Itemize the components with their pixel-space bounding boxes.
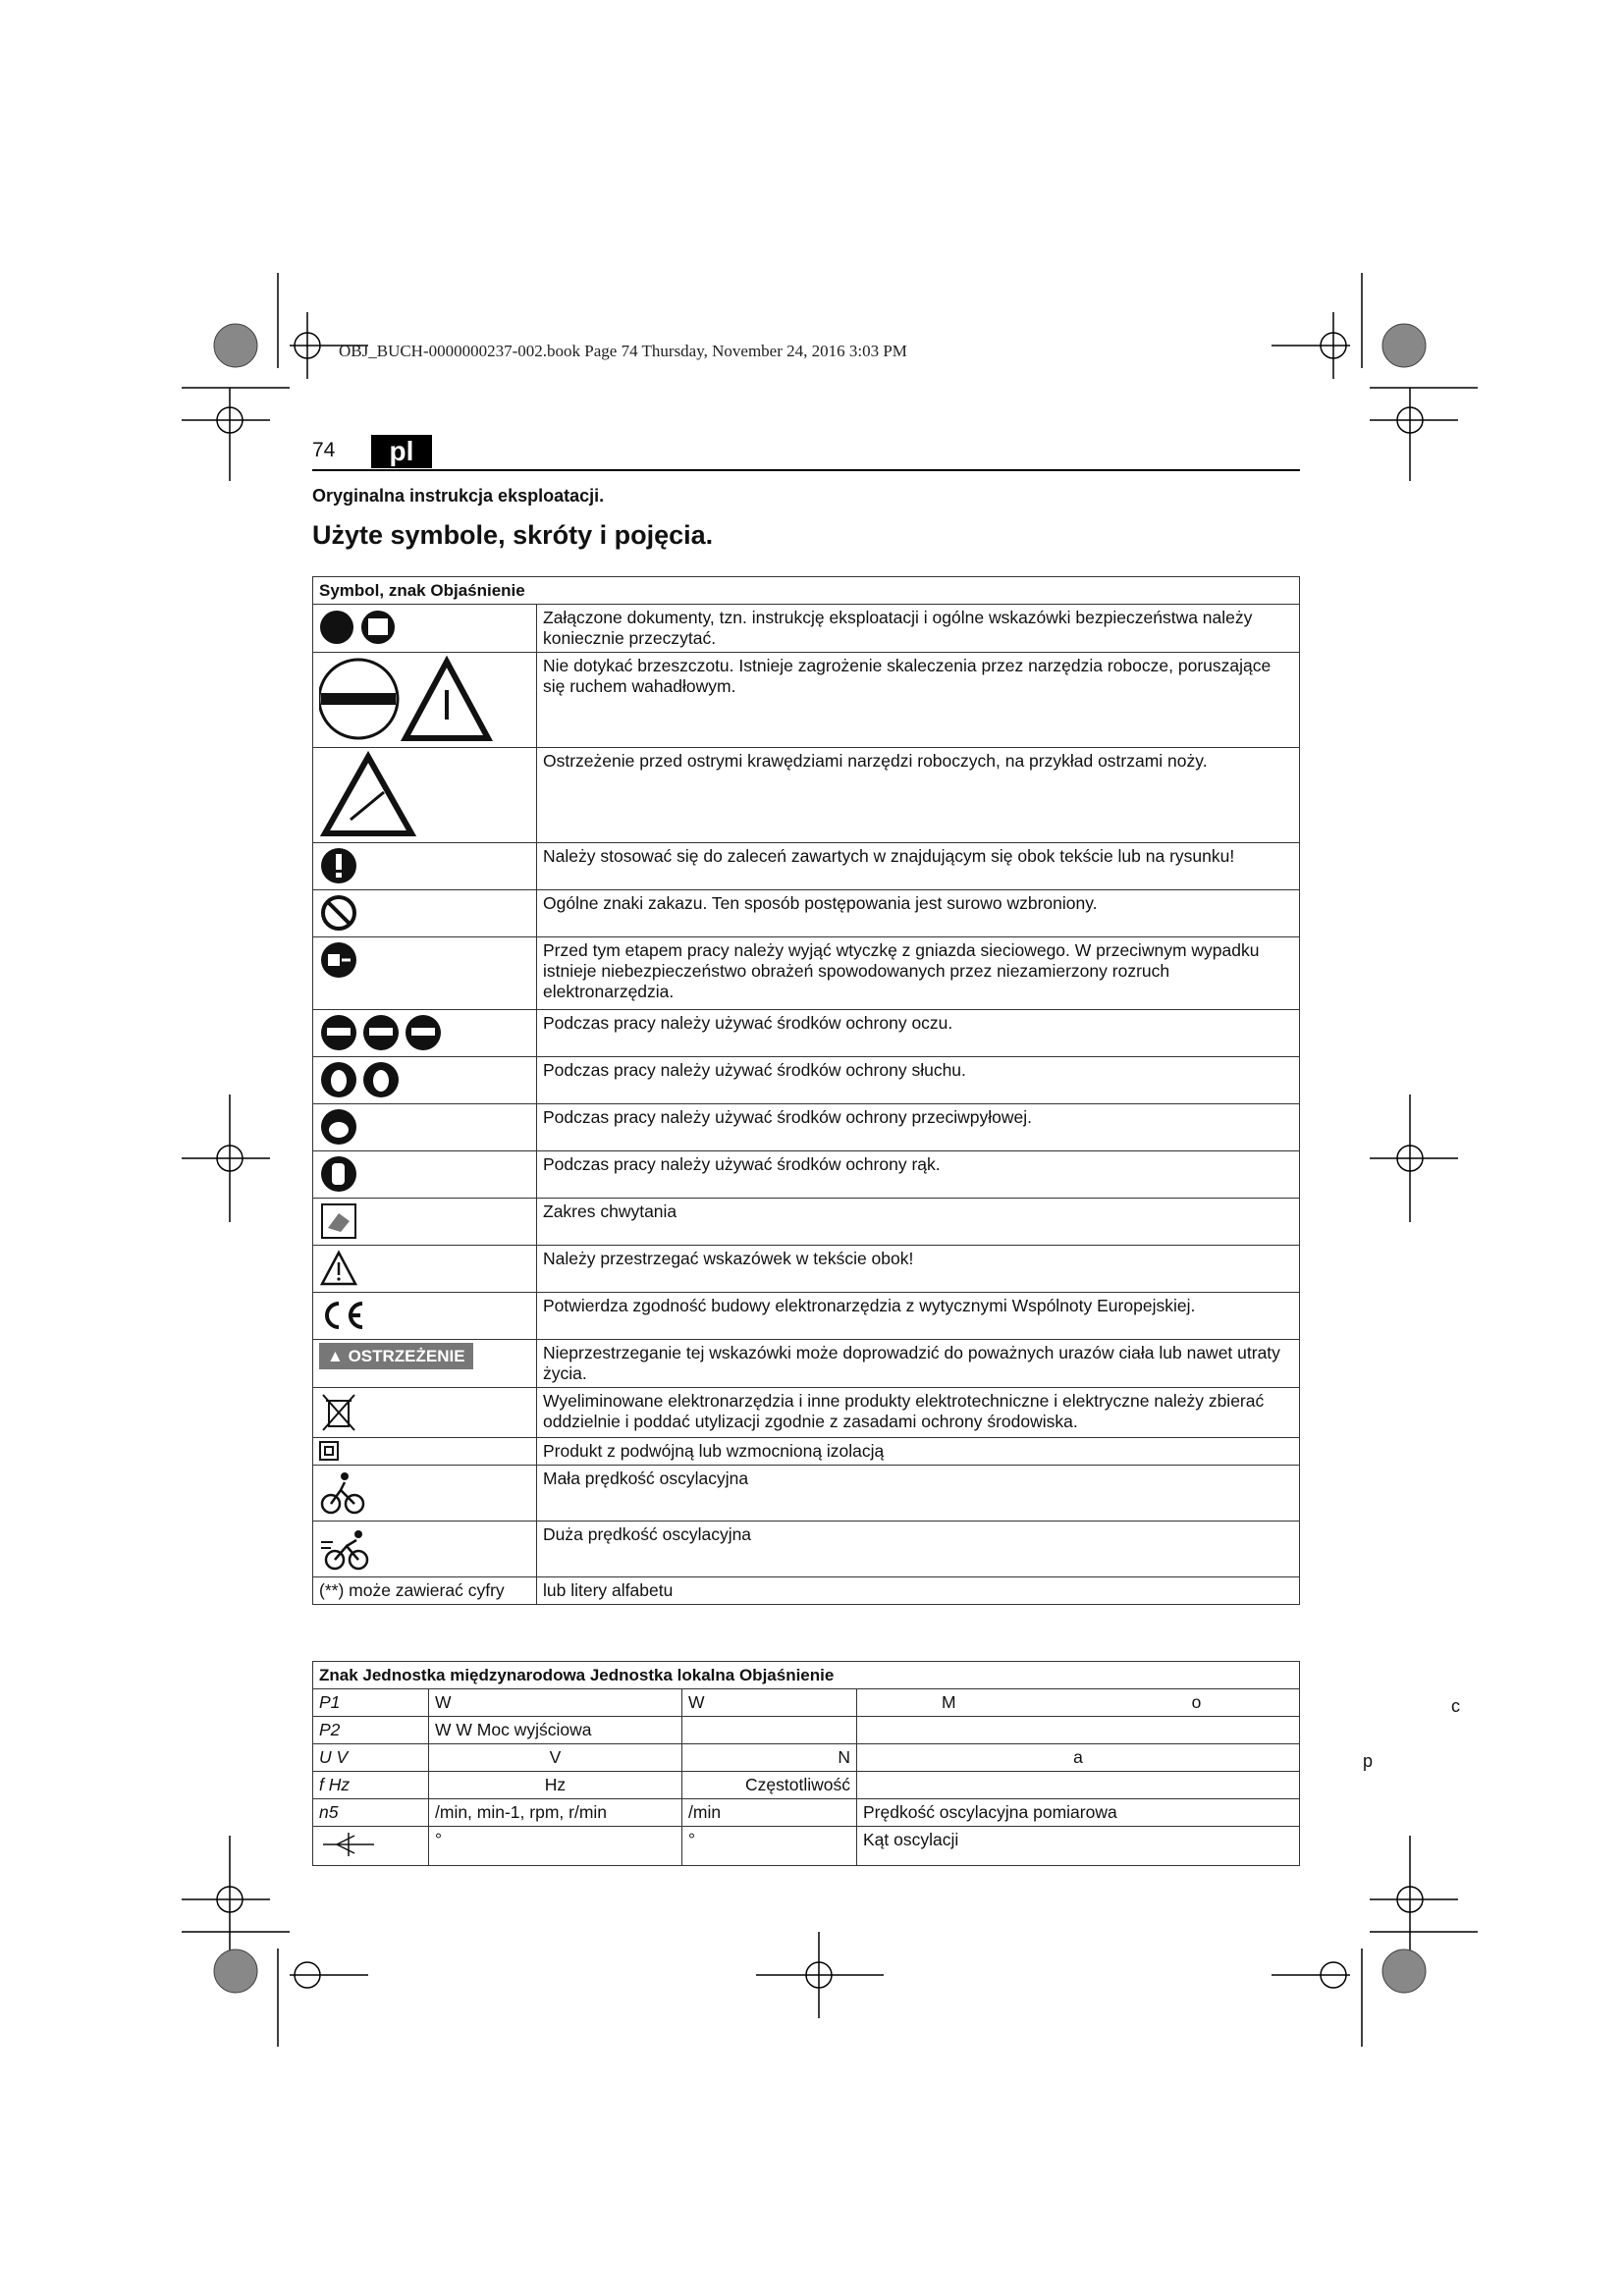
unit-intl: Hz [429, 1772, 682, 1799]
row-text: Nieprzestrzeganie tej wskazówki może doprowadzić do poważnych urazów ciała lub nawet utraty życia. [537, 1340, 1300, 1388]
row-text: Ostrzeżenie przed ostrymi krawędziami narzędzi roboczych, na przykład ostrzami noży. [537, 748, 1300, 843]
warning-triangle-icon: ▲ [327, 1347, 349, 1365]
row-text: Należy stosować się do zaleceń zawartych w znajdującym się obok tekście lub na rysunku! [537, 843, 1300, 890]
table-row [313, 1689, 1300, 1717]
attention-blade-icon [319, 656, 515, 742]
unit-local: Częstotliwość [682, 1772, 857, 1799]
table-row [313, 1772, 1300, 1799]
row-text: Nie dotykać brzeszczotu. Istnieje zagrożenie skaleczenia przez narzędzia robocze, poruszające się ruchem wahadłowym. [537, 653, 1300, 748]
eye-protection-icon [319, 1013, 447, 1052]
table-row [313, 1717, 1300, 1744]
unit-local: W [682, 1689, 857, 1717]
table-row [313, 1522, 1300, 1577]
warning-label [319, 1343, 473, 1369]
table-row [313, 1799, 1300, 1827]
stray-letter-c: c [1451, 1696, 1460, 1716]
row-text: Podczas pracy należy używać środków ochrony słuchu. [537, 1057, 1300, 1104]
table-row [313, 1104, 1300, 1151]
language-tag: pl [371, 435, 432, 468]
row-text: Ogólne znaki zakazu. Ten sposób postępowania jest surowo wzbroniony. [537, 890, 1300, 937]
row-text: Wyeliminowane elektronarzędzia i inne produkty elektrotechniczne i elektryczne należy zbierać oddzielnie i poddać utylizacji zgodnie z zasadami ochrony środowiska. [537, 1388, 1300, 1438]
row-text: Duża prędkość oscylacyjna [537, 1522, 1300, 1577]
unit-intl: V [429, 1744, 682, 1772]
table-row [313, 1744, 1300, 1772]
unit-local: ° [682, 1827, 857, 1866]
stray-letter-p: p [1363, 1751, 1374, 1771]
table-row [313, 1199, 1300, 1246]
row-text: Zakres chwytania [537, 1199, 1300, 1246]
symbols-header: Symbol, znak Objaśnienie [313, 577, 1300, 605]
table-row [313, 1388, 1300, 1438]
oscillation-angle-icon [319, 1830, 378, 1859]
units-header: Znak Jednostka międzynarodowa Jednostka lokalna Objaśnienie [313, 1662, 1300, 1689]
page-title: Użyte symbole, skróty i pojęcia. [312, 520, 714, 550]
slow-bike-icon [319, 1468, 366, 1516]
unit-desc-extra: o [1191, 1692, 1202, 1712]
row-text: Załączone dokumenty, tzn. instrukcję eksploatacji i ogólne wskazówki bezpieczeństwa należy koniecznie przeczytać. [537, 605, 1300, 653]
row-text: Podczas pracy należy używać środków ochrony oczu. [537, 1010, 1300, 1057]
table-row [313, 605, 1300, 653]
print-line: OBJ_BUCH-0000000237-002.book Page 74 Thursday, November 24, 2016 3:03 PM [339, 342, 907, 360]
gloves-icon [319, 1154, 358, 1194]
unit-sign: U V [313, 1744, 429, 1772]
table-row [313, 748, 1300, 843]
unit-local [682, 1717, 857, 1744]
fast-bike-icon [319, 1524, 374, 1572]
unplug-icon [319, 940, 358, 980]
prohibition-icon [319, 893, 358, 933]
unit-local: N [682, 1744, 857, 1772]
row-text: Podczas pracy należy używać środków ochrony rąk. [537, 1151, 1300, 1199]
table-row [313, 653, 1300, 748]
warning-label-text: OSTRZEŻENIE [348, 1347, 465, 1365]
unit-desc: M [942, 1692, 956, 1712]
ce-mark-icon [319, 1296, 368, 1335]
unit-desc [857, 1772, 1300, 1799]
dust-mask-icon [319, 1107, 358, 1147]
symbols-table [312, 576, 1300, 1605]
row-text: Mała prędkość oscylacyjna [537, 1466, 1300, 1522]
page-number: 74 [312, 439, 336, 461]
row-text: Podczas pracy należy używać środków ochrony przeciwpyłowej. [537, 1104, 1300, 1151]
mandatory-action-icon [319, 846, 358, 885]
unit-intl: /min, min-1, rpm, r/min [429, 1799, 682, 1827]
header-rule [312, 469, 1300, 471]
units-header-row [313, 1662, 1300, 1689]
unit-intl: W W Moc wyjściowa [429, 1717, 682, 1744]
row-text: Przed tym etapem pracy należy wyjąć wtyczkę z gniazda sieciowego. W przeciwnym wypadku istnieje niebezpieczeństwo obrażeń spowodowanych przez niezamierzony rozruch elektronarzędzia. [537, 937, 1300, 1010]
double-insulation-icon [319, 1441, 341, 1461]
footer-col1: (**) może zawierać cyfry [313, 1577, 537, 1605]
unit-sign: P2 [313, 1717, 429, 1744]
row-text: Produkt z podwójną lub wzmocnioną izolacją [537, 1438, 1300, 1466]
footer-col2: lub litery alfabetu [537, 1577, 1300, 1605]
table-row [313, 1827, 1300, 1866]
table-row [313, 1293, 1300, 1340]
table-row [313, 937, 1300, 1010]
read-manual-icon [319, 608, 407, 647]
table-row [313, 1466, 1300, 1522]
unit-intl: ° [429, 1827, 682, 1866]
subtitle: Oryginalna instrukcja eksploatacji. [312, 486, 605, 506]
table-row [313, 890, 1300, 937]
table-footer-row [313, 1577, 1300, 1605]
table-row [313, 1246, 1300, 1293]
unit-desc: Kąt oscylacji [857, 1827, 1300, 1866]
unit-desc: a [857, 1744, 1300, 1772]
unit-sign: n5 [313, 1799, 429, 1827]
table-row [313, 1010, 1300, 1057]
table-row [313, 1151, 1300, 1199]
table-row [313, 843, 1300, 890]
ear-protection-icon [319, 1060, 407, 1099]
table-row [313, 1057, 1300, 1104]
row-text: Należy przestrzegać wskazówek w tekście obok! [537, 1246, 1300, 1293]
caution-triangle-icon [319, 1249, 358, 1288]
unit-local: /min [682, 1799, 857, 1827]
units-table [312, 1661, 1300, 1866]
grip-area-icon [319, 1201, 358, 1241]
row-text: Potwierdza zgodność budowy elektronarzędzia z wytycznymi Wspólnoty Europejskiej. [537, 1293, 1300, 1340]
unit-desc: Prędkość oscylacyjna pomiarowa [857, 1799, 1300, 1827]
unit-sign: P1 [313, 1689, 429, 1717]
sharp-edge-warning-icon [319, 751, 417, 837]
unit-desc [857, 1717, 1300, 1744]
table-row [313, 1438, 1300, 1466]
table-header-row [313, 577, 1300, 605]
table-row [313, 1340, 1300, 1388]
weee-bin-icon [319, 1391, 358, 1434]
unit-intl: W [429, 1689, 682, 1717]
unit-sign: f Hz [313, 1772, 429, 1799]
